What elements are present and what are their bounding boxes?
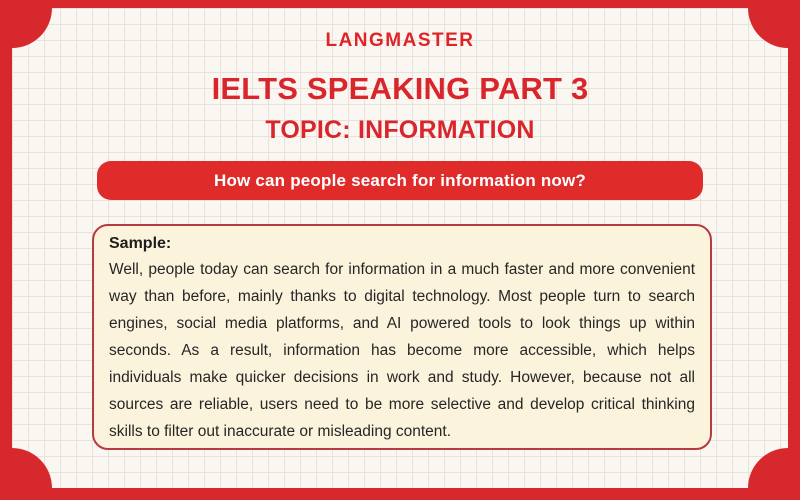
topic-subtitle: TOPIC: INFORMATION <box>265 116 535 144</box>
page-title: IELTS SPEAKING PART 3 <box>211 71 589 106</box>
corner-decoration-bottom-left <box>12 448 52 488</box>
brand-logo: LANGMASTER <box>325 30 475 51</box>
sample-label: Sample: <box>109 235 172 252</box>
question-text: How can people search for information now? <box>213 170 587 190</box>
sample-answer-box <box>92 224 712 450</box>
corner-decoration-bottom-right <box>748 448 788 488</box>
grid-card-background <box>12 8 788 488</box>
sample-body-text: Well, people today can search for information in a much faster and more convenient way than before, mainly thanks to digital technology. Most people turn to search engines, social media platforms, and AI powered tools to look things up within seconds. As a result, information has become more accessible, which helps individuals make quicker decisions in work and study. However, because not all sources are reliable, users need to be more selective and develop critical thinking skills to filter out inaccurate or misleading content. <box>109 261 695 440</box>
question-banner <box>97 161 703 200</box>
